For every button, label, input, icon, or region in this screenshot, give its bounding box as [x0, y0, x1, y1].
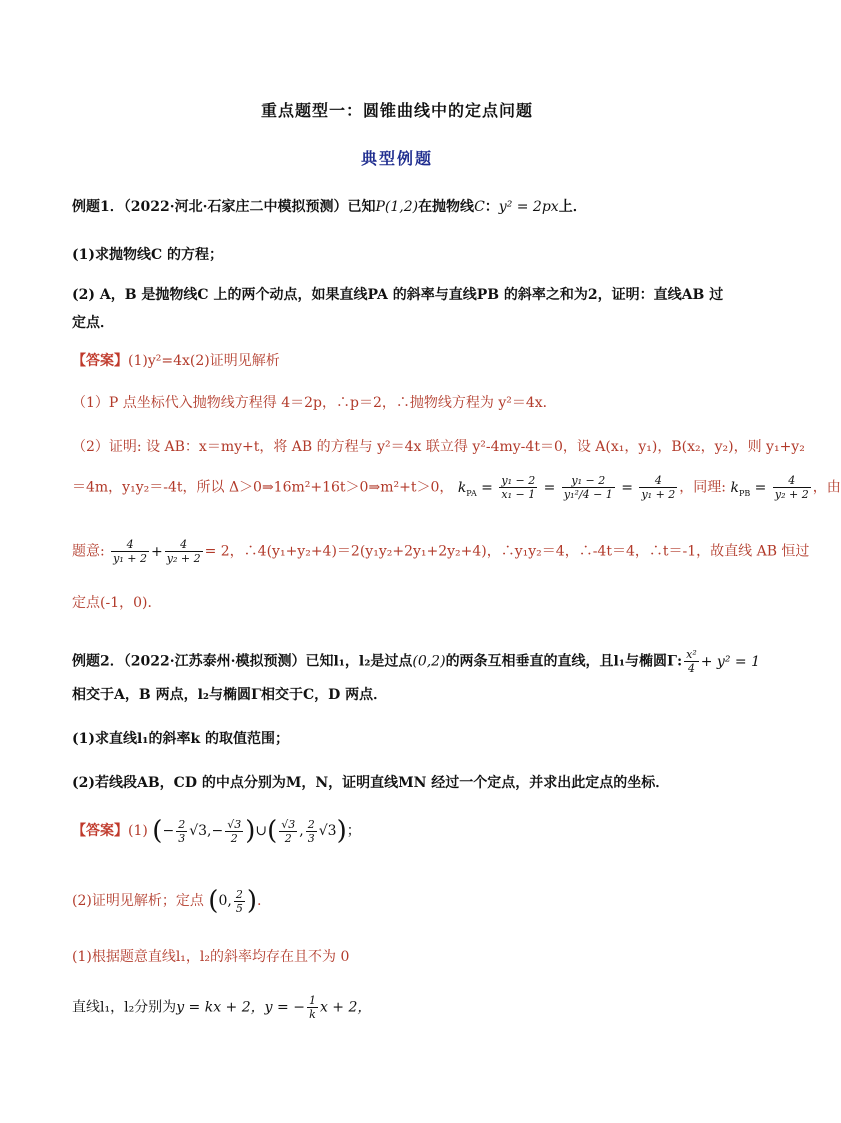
by-meaning: 题意:	[72, 543, 105, 560]
section-subtitle: 典型例题	[360, 149, 433, 168]
example1-question1: (1)求抛物线C 的方程；	[72, 247, 224, 263]
parabola-equation: y² = 2px	[498, 199, 559, 215]
frac-neg-inverse-k: $\frac{1}{k}$	[308, 994, 316, 1021]
frac-slope-raw: $\frac{\text{y₁ − 2}}{\text{x₁ − 1}}$	[501, 474, 536, 501]
same-reason: ，同理:	[679, 479, 727, 496]
kpb-subscript: PB	[738, 488, 751, 498]
answer-interval-2: ( $\frac{√3}{2}$ , $\frac{2}{3}$ √3)	[267, 816, 347, 846]
example1-intro-d: 上．	[558, 199, 587, 215]
frac-x2-over-4: $\frac{\text{x²}}{4}$	[686, 648, 697, 675]
example1-solution2-line3	[72, 538, 810, 565]
kpa-subscript: PA	[466, 488, 477, 498]
answer-interval-1: (− $\frac{2}{3}$ √3,− $\frac{√3}{2}$ )	[152, 816, 256, 846]
solution2-derivation: = 2，∴4(y₁+y₂+4)＝2(y₁y₂+2y₁+2y₂+4)，∴y₁y₂＝4，∴-4t＝4，∴t＝-1，故直线 AB 恒过	[204, 543, 810, 560]
example2-statement-line2: 相交于A，B 两点，l₂与椭圆Γ相交于C，D 两点．	[72, 687, 388, 703]
point-p: P(1,2)	[375, 199, 419, 215]
example1-intro-b: 在抛物线	[418, 199, 475, 215]
frac-kpb: $\frac{4}{\text{y₂ + 2}}$	[774, 474, 809, 501]
point-02: (0,2)	[412, 653, 446, 670]
example1-answer	[72, 350, 722, 370]
example2-solution1: (1)根据题意直线l₁，l₂的斜率均存在且不为 0	[72, 949, 350, 965]
fixed-point: (0, $\frac{2}{5}$ )	[208, 886, 257, 916]
answer-tag: 【答案】	[72, 823, 128, 839]
solution2-text: ＝4m，y₁y₂＝-4t，所以 Δ＞0⇒16m²+16t＞0⇒m²+t＞0，	[72, 479, 454, 496]
example2-solution2: 直线l₁，l₂分别为y = kx + 2，y = − $\frac{1}{k}$ x + 2，	[72, 994, 372, 1021]
ellipse-equation: $\frac{\text{x²}}{4}$ + y² = 1	[686, 648, 760, 675]
example2-statement	[72, 648, 760, 675]
example1-statement	[72, 196, 722, 216]
example1-solution2-line1: （2）证明: 设 AB：x＝my+t，将 AB 的方程与 y²＝4x 联立得 y²-4my-4t＝0，设 A(x₁，y₁)，B(x₂，y₂)，则 y₁+y₂	[72, 439, 805, 455]
line-l2-equation: x + 2，	[319, 999, 372, 1016]
example1-solution1: （1）P 点坐标代入抛物线方程得 4＝2p，∴p＝2，∴抛物线方程为 y²＝4x．	[72, 395, 557, 411]
curve-c: C	[474, 199, 485, 215]
sum-formula: $\frac{4}{\text{y₁ + 2}}$ + $\frac{4}{\text{y₂ + 2}}$	[113, 538, 201, 565]
example2-question2: (2)若线段AB，CD 的中点分别为M，N，证明直线MN 经过一个定点，并求出此定点的坐标．	[72, 775, 670, 791]
frac-slope-simplified: $\frac{4}{\text{y₁ + 2}}$	[641, 474, 676, 501]
page-title: 重点题型一：圆锥曲线中的定点问题	[260, 101, 533, 120]
example1-question2-line2: 定点．	[72, 315, 114, 331]
kpb-formula: $k_{PB}$ = $\frac{4}{\text{y₂ + 2}}$	[730, 474, 809, 501]
answer-text: (1)y²=4x(2)证明见解析	[128, 353, 280, 369]
example2-question1: (1)求直线l₁的斜率k 的取值范围；	[72, 731, 290, 747]
colon: ：	[484, 199, 499, 215]
example1-question2-line1: (2) A，B 是抛物线C 上的两个动点，如果直线PA 的斜率与直线PB 的斜率之和为2，证明：直线AB 过	[72, 287, 724, 303]
kpa-formula: $k_{PA}$ = $\frac{\text{y₁ − 2}}{\text{x₁ − 1}}$ = $\frac{\text{y₁ − 2}}{\text{y₁²/4 − 1}}$ = $\frac{4}{\text{y₁ + 2}}$	[457, 474, 676, 501]
example2-intro: 例题2．（2022·江苏泰州·模拟预测）已知l₁，l₂是过点	[72, 653, 413, 670]
frac-sum-b: $\frac{4}{\text{y₂ + 2}}$	[166, 538, 201, 565]
example1-solution2-line4: 定点(-1，0)．	[72, 595, 162, 611]
example1-intro: 例题1．（2022·河北·石家庄二中模拟预测）已知	[72, 199, 376, 215]
k-symbol: k	[457, 479, 467, 496]
answer-tag: 【答案】	[72, 353, 128, 369]
example1-solution2-line2	[72, 474, 841, 501]
example2-intro-b: 的两条互相垂直的直线，且l₁与椭圆Γ:	[445, 653, 683, 670]
line-l1-equation: y = kx + 2	[176, 999, 251, 1016]
frac-sum-a: $\frac{4}{\text{y₁ + 2}}$	[113, 538, 148, 565]
example2-answer: 【答案】(1) (− $\frac{2}{3}$ √3,− $\frac{√3}{2}$ )∪( $\frac{√3}{2}$ , $\frac{2}{3}$ √3)；	[72, 816, 361, 846]
example2-answer-part2: (2)证明见解析；定点 (0, $\frac{2}{5}$ ).	[72, 886, 262, 916]
union-symbol: ∪	[255, 823, 268, 839]
by-text: ，由	[812, 479, 841, 496]
frac-slope-sub: $\frac{\text{y₁ − 2}}{\text{y₁²/4 − 1}}$	[563, 474, 613, 501]
